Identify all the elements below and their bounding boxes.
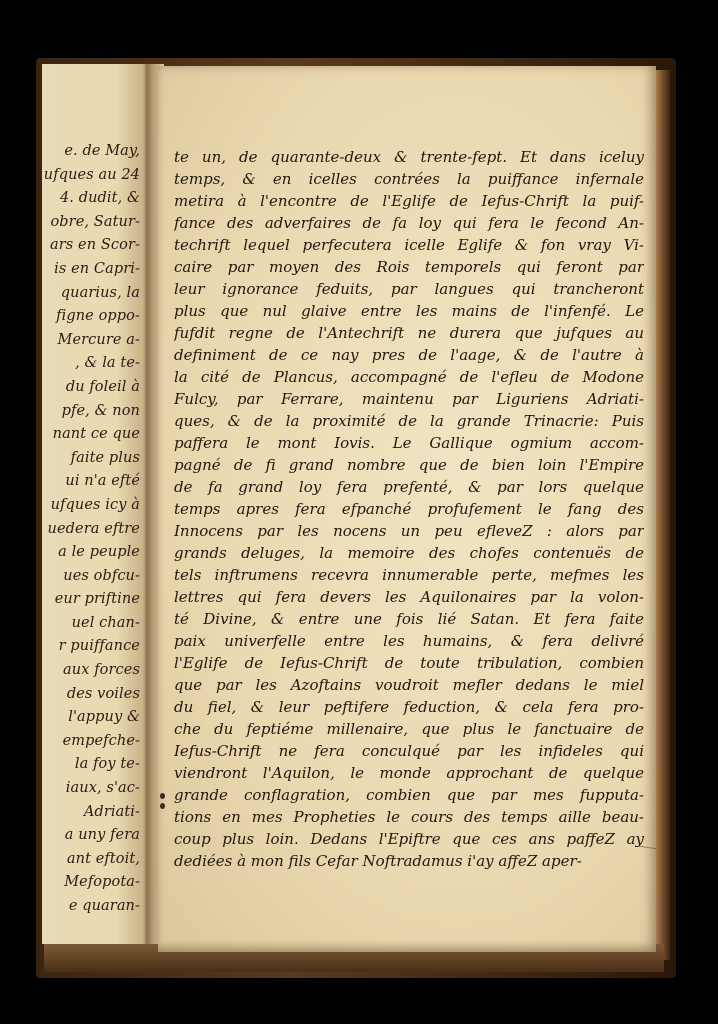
worm-hole: [160, 803, 165, 809]
left-page-text-line: ant eftoit,: [66, 850, 140, 867]
right-page-text-line: té Divine, & entre une fois lié Satan. Et fera faite: [174, 610, 644, 628]
left-page-text-line: a le peuple: [58, 544, 140, 561]
right-page-text-line: ques, & de la proximité de la grande Trinacrie: Puis: [174, 412, 644, 430]
right-page-text-line: caire par moyen des Rois temporels qui feront par: [174, 258, 644, 276]
left-page-text-line: ars en Scor-: [50, 237, 140, 254]
left-page-text-line: ufques au 24: [43, 166, 140, 183]
right-page-text-line: temps, & en icelles contrées la puiffance infernale: [174, 170, 644, 188]
right-page-text-line: tels inftrumens recevra innumerable perte, mefmes les: [174, 566, 644, 584]
left-page-text-line: Adriati-: [83, 803, 140, 820]
right-page-text-line: l'Eglife de Iefus-Chrift de toute tribulation, combien: [174, 654, 644, 672]
left-page-text-line: iaux, s'ac-: [65, 780, 140, 797]
right-page-text-line: que par les Azoftains voudroit mefler dedans le miel: [174, 676, 644, 694]
left-page-text-line: 4. dudit, &: [59, 190, 140, 207]
left-page-text-line: du foleil à: [65, 378, 140, 395]
right-page-text-line: leur ignorance feduits, par langues qui trancheront: [174, 280, 644, 298]
left-page-text-line: Mercure a-: [57, 331, 140, 348]
right-page-text-line: tions en mes Propheties le cours des temps aille beau-: [174, 808, 644, 826]
right-page-text-line: lettres qui fera devers les Aquilonaires par la volon-: [174, 588, 644, 606]
right-page-text-line: la cité de Plancus, accompagné de l'efleu de Modone: [174, 368, 644, 386]
right-page-text-line: de fa grand loy fera prefenté, & par lors quelque: [174, 478, 644, 496]
right-page-text-line: definiment de ce nay pres de l'aage, & de l'autre à: [174, 346, 644, 364]
right-page-text-line: dediées à mon fils Cefar Noftradamus i'ay affeZ aper-: [174, 852, 582, 870]
left-page-text-line: la foy te-: [74, 756, 140, 773]
right-page-text-line: che du feptiéme millenaire, que plus le fanctuaire de: [174, 720, 644, 738]
right-page-text-line: Fulcy, par Ferrare, maintenu par Liguriens Adriati-: [174, 390, 644, 408]
left-page-text: [42, 140, 148, 919]
right-page-text-line: du fiel, & leur peftifere feduction, & cela fera pro-: [174, 698, 644, 716]
right-page-text-line: te un, de quarante-deux & trente-fept. Et dans iceluy: [174, 148, 644, 166]
right-page-text-line: fufdit regne de l'Antechrift ne durera que jufques au: [174, 324, 644, 342]
right-page-text-line: viendront l'Aquilon, le monde approchant de quelque: [174, 764, 644, 782]
left-page-text-line: e quaran-: [68, 898, 140, 914]
right-page-text-line: grands deluges, la memoire des chofes contenuës de: [174, 544, 644, 562]
right-page-text: [174, 146, 644, 872]
left-page-text-line: a uny fera: [64, 827, 140, 844]
left-page-text-line: pfe, & non: [61, 402, 140, 419]
right-page-text-line: Iefus-Chrift ne fera conculqué par les infideles qui: [174, 742, 644, 760]
left-page-text-line: faite plus: [70, 449, 140, 466]
right-page-text-line: plus que nul glaive entre les mains de l'infenfé. Le: [174, 302, 644, 320]
left-page-text-line: is en Capri-: [54, 260, 140, 277]
left-page-text-line: nant ce que: [52, 426, 140, 443]
left-page-text-line: , & la te-: [75, 355, 140, 372]
worm-hole: [160, 793, 165, 799]
left-page-text-line: Mefopota-: [64, 874, 140, 891]
left-page-text-line: r puiffance: [58, 638, 140, 655]
left-page: [42, 64, 148, 944]
right-page-text-line: paffera le mont Iovis. Le Gallique ogmium accom-: [174, 434, 644, 452]
right-page-text-line: temps apres fera efpanché profufement le fang des: [174, 500, 644, 518]
right-page-text-line: fance des adverfaires de fa loy qui fera le fecond An-: [174, 214, 644, 232]
left-page-text-line: e. de May,: [64, 143, 140, 159]
left-page-text-line: empefche-: [62, 732, 140, 749]
page-fore-edge: [654, 70, 670, 960]
right-page-text-line: Innocens par les nocens un peu efleveZ : alors par: [174, 522, 644, 540]
left-page-text-line: uel chan-: [71, 614, 140, 631]
left-page-text-line: l'appuy &: [68, 709, 140, 726]
right-page: [158, 66, 656, 952]
left-page-text-line: ufques icy à: [50, 496, 140, 513]
right-page-text-line: paix univerfelle entre les humains, & fera delivré: [174, 632, 644, 650]
right-page-text-line: coup plus loin. Dedans l'Epiftre que ces ans paffeZ ay: [174, 830, 644, 848]
right-page-text-line: pagné de fi grand nombre que de bien loin l'Empire: [174, 456, 644, 474]
left-page-text-line: des voiles: [66, 685, 140, 702]
right-page-text-line: techrift lequel perfecutera icelle Eglife & fon vray Vi-: [174, 236, 644, 254]
left-page-text-line: ues obfcu-: [63, 567, 140, 584]
right-page-text-line: metira à l'encontre de l'Eglife de Iefus-Chrift la puif-: [174, 192, 644, 210]
left-page-text-line: uedera eftre: [47, 520, 140, 537]
left-page-text-line: figne oppo-: [56, 308, 140, 325]
left-page-text-line: obre, Satur-: [50, 213, 140, 230]
left-page-text-line: eur priftine: [54, 591, 140, 608]
right-page-text-line: grande conflagration, combien que par mes fupputa-: [174, 786, 644, 804]
left-page-text-line: quarius, la: [60, 284, 140, 301]
left-page-text-line: ui n'a efté: [65, 473, 140, 490]
left-page-text-line: aux forces: [63, 662, 140, 679]
